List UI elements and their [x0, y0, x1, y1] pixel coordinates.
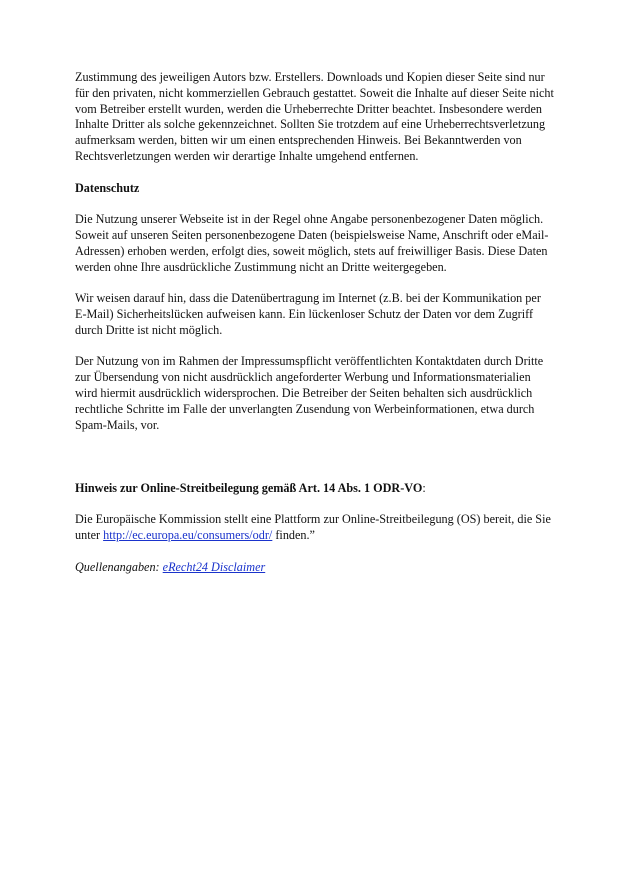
odr-heading: Hinweis zur Online-Streitbeilegung gemäß Art. 14 Abs. 1 ODR-VO [75, 480, 423, 495]
datenschutz-paragraph-3: Der Nutzung von im Rahmen der Impressumspflicht veröffentlichten Kontaktdaten durch Dritte zur Übersendung von nicht ausdrücklich angeforderter Werbung und Informationsmaterialien wird hiermit ausdrücklich widersprochen. Die Betreiber der Seiten behalten sich ausdrücklich rechtliche Schritte im Falle der unverlangten Zusendung von Werbeinformationen, etwa durch Spam-Mails, vor. [75, 354, 544, 432]
odr-paragraph [75, 512, 555, 544]
odr-heading-suffix: : [422, 480, 426, 495]
datenschutz-paragraph-2: Wir weisen darauf hin, dass die Datenübertragung im Internet (z.B. bei der Kommunikation per E-Mail) Sicherheitslücken aufweisen kann. Ein lückenloser Schutz der Daten vor dem Zugriff durch Dritte ist nicht möglich. [75, 291, 541, 337]
odr-text-before-link: Die Europäische Kommission stellt eine Plattform zur Online-Streitbeilegung (OS) bereit, die Sie unter [75, 512, 551, 543]
datenschutz-heading: Datenschutz [75, 180, 140, 195]
erecht24-disclaimer-link[interactable]: eRecht24 Disclaimer [162, 559, 266, 574]
odr-platform-link[interactable]: http://ec.europa.eu/consumers/odr/ [103, 528, 273, 543]
document-page [75, 70, 555, 591]
section-spacer [75, 449, 555, 481]
copyright-paragraph: Zustimmung des jeweiligen Autors bzw. Erstellers. Downloads und Kopien dieser Seite sind nur für den privaten, nicht kommerziellen Gebrauch gestattet. Soweit die Inhalte auf dieser Seite nicht vom Betreiber erstellt wurden, werden die Urheberrechte Dritter beachtet. Insbesondere werden Inhalte Dritter als solche gekennzeichnet. Sollten Sie trotzdem auf eine Urheberrechtsverletzung aufmerksam werden, bitten wir um einen entsprechenden Hinweis. Bei Bekanntwerden von Rechtsverletzungen werden wir derartige Inhalte umgehend entfernen. [75, 70, 554, 163]
datenschutz-paragraph-1: Die Nutzung unserer Webseite ist in der Regel ohne Angabe personenbezogener Daten möglich. Soweit auf unseren Seiten personenbezogene Daten (beispielsweise Name, Anschrift oder eMail-Adressen) erhoben werden, erfolgt dies, soweit möglich, stets auf freiwilliger Basis. Diese Daten werden ohne Ihre ausdrückliche Zustimmung nicht an Dritte weitergegeben. [75, 212, 549, 274]
sources-label: Quellenangaben: [75, 559, 163, 574]
odr-heading-line [75, 481, 555, 497]
sources-line [75, 560, 555, 576]
odr-text-after-link: finden.” [272, 528, 315, 543]
